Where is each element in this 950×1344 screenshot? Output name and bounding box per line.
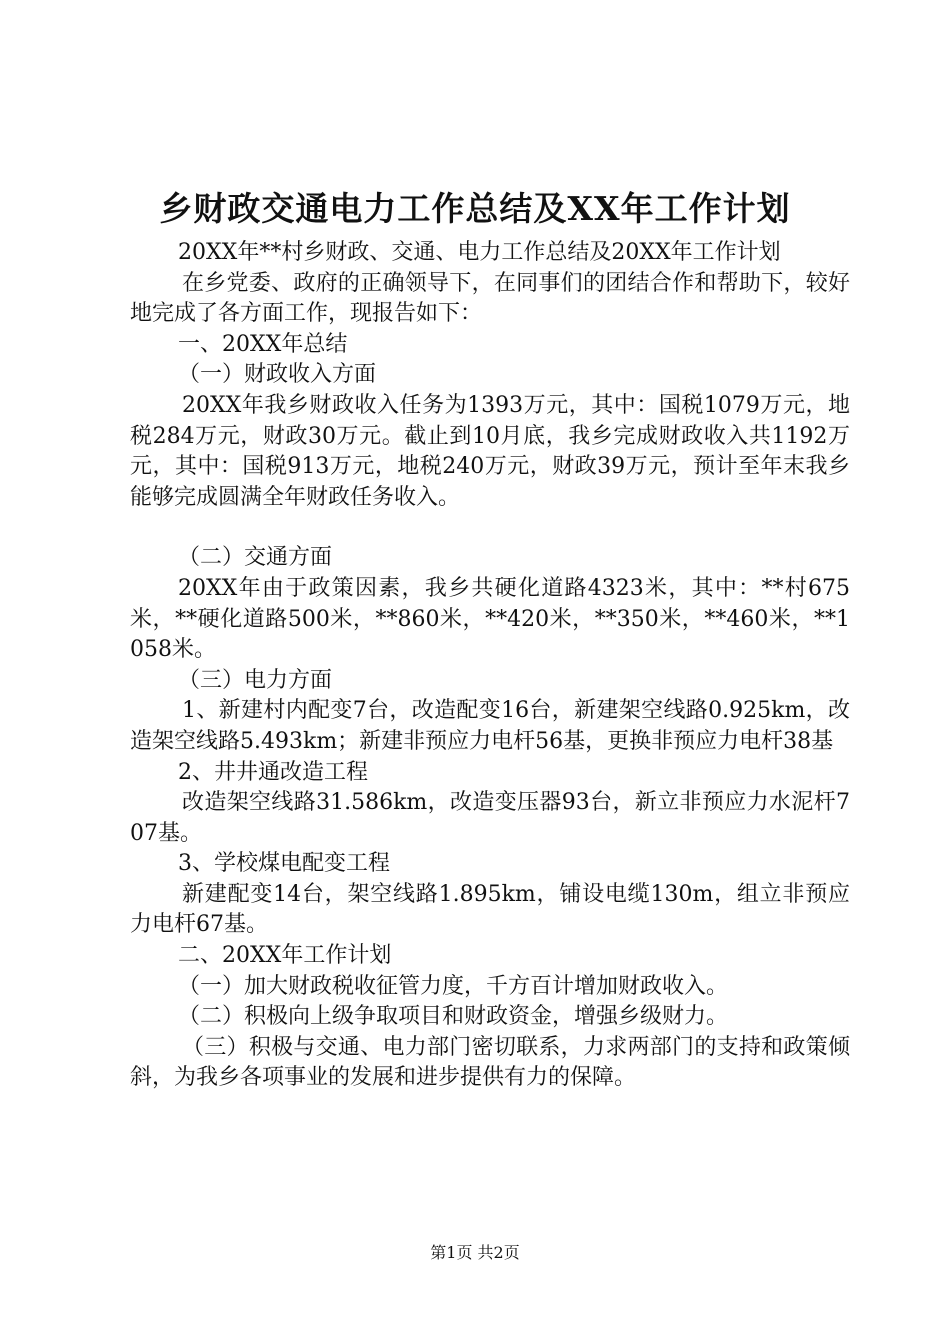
paragraph-intro: 在乡党委、政府的正确领导下，在同事们的团结合作和帮助下，较好地完成了各方面工作，现报告如下： (130, 270, 850, 327)
paragraph-power-3: 新建配变14台，架空线路1.895km，铺设电缆130m，组立非预应力电杆67基。 (130, 881, 850, 938)
plan-item-3: （三）积极与交通、电力部门密切联系，力求两部门的支持和政策倾斜，为我乡各项事业的发展和进步提供有力的保障。 (130, 1034, 850, 1091)
subsection-heading-transport: （二）交通方面 (178, 545, 333, 571)
paragraph-power-3-heading: 3、学校煤电配变工程 (178, 851, 390, 877)
plan-item-1: （一）加大财政税收征管力度，千方百计增加财政收入。 (178, 973, 729, 999)
subsection-heading-finance: （一）财政收入方面 (178, 362, 377, 388)
paragraph-power-2: 改造架空线路31.586km，改造变压器93台，新立非预应力水泥杆707基。 (130, 790, 850, 846)
document-body (130, 238, 850, 1094)
page-footer: 第1页 共2页 (430, 1243, 520, 1262)
plan-item-2: （二）积极向上级争取项目和财政资金，增强乡级财力。 (178, 1004, 729, 1030)
document-title: 乡财政交通电力工作总结及XX年工作计划 (159, 189, 791, 228)
section-heading-plan: 二、20XX年工作计划 (178, 943, 392, 969)
paragraph-power-1: 1、新建村内配变7台，改造配变16台，新建架空线路0.925km，改造架空线路5.493km；新建非预应力电杆56基，更换非预应力电杆38基 (130, 698, 850, 754)
paragraph-subtitle: 20XX年**村乡财政、交通、电力工作总结及20XX年工作计划 (178, 240, 781, 265)
paragraph-transport: 20XX年由于政策因素，我乡共硬化道路4323米，其中：**村675米，**硬化道路500米，**860米，**420米，**350米，**460米，**1058米。 (130, 575, 850, 663)
paragraph-finance: 20XX年我乡财政收入任务为1393万元，其中：国税1079万元，地税284万元，财政30万元。截止到10月底，我乡完成财政收入共1192万元，其中：国税913万元，地税240万元，财政39万元，预计至年末我乡能够完成圆满全年财政任务收入。 (130, 392, 850, 510)
subsection-heading-power: （三）电力方面 (178, 667, 333, 693)
section-heading-summary: 一、20XX年总结 (178, 331, 348, 357)
paragraph-power-2-heading: 2、井井通改造工程 (178, 759, 368, 785)
paragraph-gap (130, 513, 850, 543)
